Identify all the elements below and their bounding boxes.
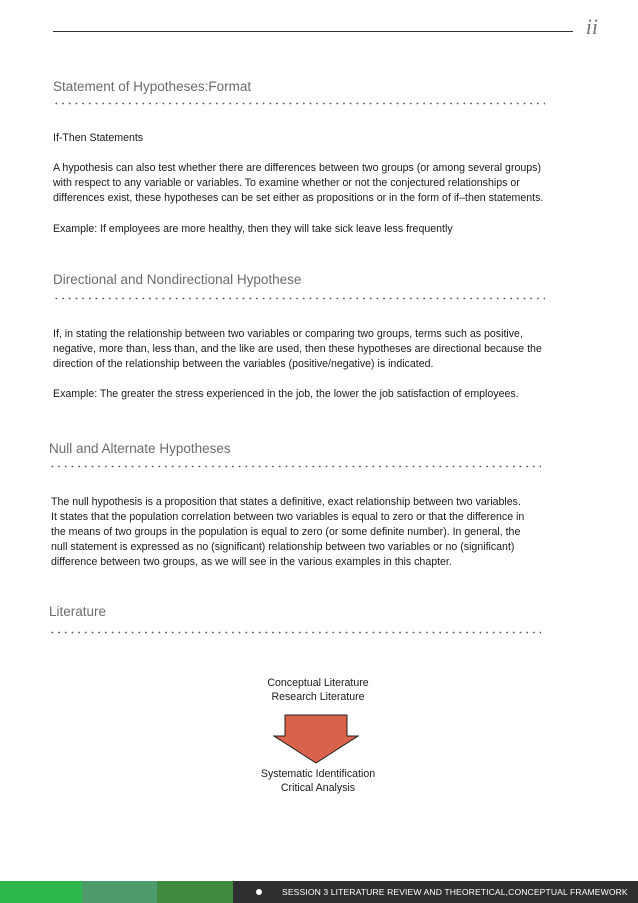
body-line: difference between two groups, as we will see in the various examples in this chapter.: [51, 556, 452, 568]
body-line: The null hypothesis is a proposition that states a definitive, exact relationship between two variables.: [51, 496, 521, 508]
page-number: ii: [585, 14, 598, 39]
header-rule: [53, 31, 573, 32]
arrow-shape: [274, 715, 358, 763]
footer-session-title: SESSION 3 LITERATURE REVIEW AND THEORETICAL,CONCEPTUAL FRAMEWORK: [282, 887, 628, 897]
body-line: negative, more than, less than, and the like are used, then these hypotheses are directional because the: [53, 343, 542, 355]
diagram-line-research: Research Literature: [271, 691, 365, 703]
footer-bar-green: [0, 881, 82, 903]
directional-body: [53, 327, 593, 372]
diagram-bottom-label: [218, 767, 418, 795]
down-arrow-icon: [273, 714, 359, 764]
diagram-line-critical: Critical Analysis: [280, 782, 356, 794]
diagram-line-conceptual: Conceptual Literature: [267, 677, 369, 689]
body-line: It states that the population correlation between two variables is equal to zero or that the difference in: [51, 511, 525, 523]
body-line: A hypothesis can also test whether there are differences between two groups (or among several groups): [53, 162, 541, 174]
dotted-rule: [49, 465, 541, 468]
body-line: null statement is expressed as no (significant) relationship between two variables or no (significant): [51, 541, 515, 553]
footer-bullet-icon: [256, 889, 262, 895]
format-body: [53, 161, 593, 206]
body-line: If, in stating the relationship between two variables or comparing two groups, terms such as positive,: [53, 328, 523, 340]
body-line: the means of two groups in the population is equal to zero (or some definite number). In general, the: [51, 526, 521, 538]
null-alternate-body: [51, 495, 591, 570]
subheading-if-then: If-Then Statements: [53, 132, 144, 144]
footer-bar-dark-green: [157, 881, 233, 903]
heading-null-alternate: Null and Alternate Hypotheses: [49, 441, 231, 456]
dotted-rule: [53, 102, 545, 105]
diagram-line-systematic: Systematic Identification: [260, 768, 376, 780]
body-line: with respect to any variable or variables. To examine whether or not the conjectured relationships or: [53, 177, 520, 189]
dotted-rule: [53, 297, 545, 300]
footer-bar-teal: [82, 881, 157, 903]
heading-directional: Directional and Nondirectional Hypothese: [53, 272, 302, 287]
body-line: direction of the relationship between the variables (positive/negative) is indicated.: [53, 358, 434, 370]
diagram-top-label: [218, 676, 418, 704]
heading-format: Statement of Hypotheses:Format: [53, 79, 252, 94]
directional-example: Example: The greater the stress experienced in the job, the lower the job satisfaction of employees.: [53, 388, 519, 400]
heading-literature: Literature: [49, 604, 107, 619]
dotted-rule: [49, 631, 541, 634]
format-example: Example: If employees are more healthy, then they will take sick leave less frequently: [53, 223, 453, 235]
body-line: differences exist, these hypotheses can be set either as propositions or in the form of if–then statements.: [53, 192, 544, 204]
